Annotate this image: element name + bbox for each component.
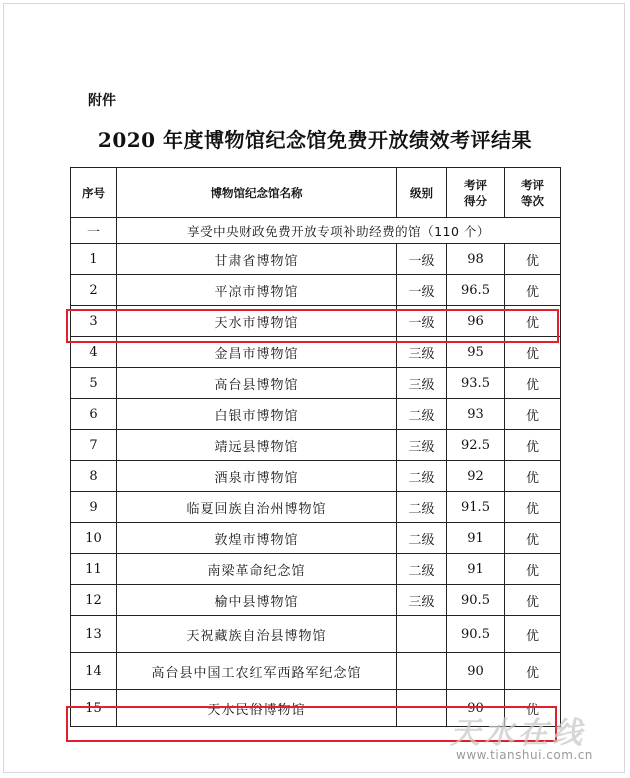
watermark-url: www.tianshui.com.cn [456,748,593,762]
row-name: 酒泉市博物馆 [117,461,397,492]
row-grade: 优 [505,399,561,430]
table-row [71,653,561,690]
row-name: 临夏回族自治州博物馆 [117,492,397,523]
row-name: 天水民俗博物馆 [117,690,397,727]
row-grade: 优 [505,244,561,275]
row-level: 一级 [397,306,447,337]
row-seq: 15 [71,690,117,727]
table-row [71,399,561,430]
row-score: 96 [447,306,505,337]
header-name: 博物馆纪念馆名称 [117,168,397,218]
row-grade: 优 [505,275,561,306]
table-row [71,275,561,306]
row-seq: 11 [71,554,117,585]
row-level: 二级 [397,461,447,492]
row-score: 90.5 [447,616,505,653]
header-level: 级别 [397,168,447,218]
row-level: 三级 [397,430,447,461]
row-name: 敦煌市博物馆 [117,523,397,554]
table-row [71,461,561,492]
row-level: 二级 [397,492,447,523]
row-score: 91 [447,523,505,554]
table-row [71,554,561,585]
row-seq: 4 [71,337,117,368]
row-seq: 1 [71,244,117,275]
table-row [71,244,561,275]
row-score: 93.5 [447,368,505,399]
row-score: 93 [447,399,505,430]
row-level: 一级 [397,275,447,306]
row-seq: 10 [71,523,117,554]
row-name: 靖远县博物馆 [117,430,397,461]
row-seq: 2 [71,275,117,306]
row-level [397,616,447,653]
row-score: 91.5 [447,492,505,523]
row-grade: 优 [505,523,561,554]
row-name: 平凉市博物馆 [117,275,397,306]
attachment-label: 附件 [88,93,116,109]
row-seq: 13 [71,616,117,653]
row-grade: 优 [505,585,561,616]
row-seq: 3 [71,306,117,337]
row-level: 三级 [397,368,447,399]
table-row [71,430,561,461]
table-row [71,616,561,653]
results-table [70,167,561,727]
row-seq: 9 [71,492,117,523]
row-name: 榆中县博物馆 [117,585,397,616]
table-row [71,337,561,368]
document-title: 2020 年度博物馆纪念馆免费开放绩效考评结果 [97,128,533,152]
row-seq: 7 [71,430,117,461]
row-grade: 优 [505,306,561,337]
row-level: 二级 [397,554,447,585]
row-seq: 5 [71,368,117,399]
row-level: 三级 [397,337,447,368]
table-row [71,492,561,523]
row-score: 90 [447,690,505,727]
header-score-label: 考评得分 [464,177,487,208]
row-score: 92 [447,461,505,492]
row-name: 南梁革命纪念馆 [117,554,397,585]
row-seq: 14 [71,653,117,690]
row-grade: 优 [505,690,561,727]
header-score [447,168,505,218]
row-grade: 优 [505,430,561,461]
row-score: 92.5 [447,430,505,461]
row-name: 甘肃省博物馆 [117,244,397,275]
row-name: 白银市博物馆 [117,399,397,430]
header-grade-label: 考评等次 [521,177,544,208]
row-grade: 优 [505,616,561,653]
row-score: 90 [447,653,505,690]
row-name: 高台县中国工农红军西路军纪念馆 [117,653,397,690]
row-level: 二级 [397,523,447,554]
row-score: 96.5 [447,275,505,306]
header-seq: 序号 [71,168,117,218]
row-name: 天水市博物馆 [117,306,397,337]
row-score: 98 [447,244,505,275]
row-grade: 优 [505,554,561,585]
table-row [71,585,561,616]
section-label: 享受中央财政免费开放专项补助经费的馆（110 个） [117,218,561,244]
row-level [397,690,447,727]
table-header-row [71,168,561,218]
row-level: 一级 [397,244,447,275]
row-level: 二级 [397,399,447,430]
row-seq: 8 [71,461,117,492]
watermark-logo: 天水在线 [450,716,586,751]
row-grade: 优 [505,653,561,690]
row-name: 高台县博物馆 [117,368,397,399]
row-seq: 6 [71,399,117,430]
header-grade [505,168,561,218]
row-score: 90.5 [447,585,505,616]
table-row [71,523,561,554]
row-grade: 优 [505,368,561,399]
row-seq: 12 [71,585,117,616]
section-number: 一 [71,218,117,244]
table-row [71,306,561,337]
row-grade: 优 [505,337,561,368]
row-level: 三级 [397,585,447,616]
row-score: 95 [447,337,505,368]
row-name: 金昌市博物馆 [117,337,397,368]
row-level [397,653,447,690]
row-grade: 优 [505,461,561,492]
row-grade: 优 [505,492,561,523]
row-score: 91 [447,554,505,585]
row-name: 天祝藏族自治县博物馆 [117,616,397,653]
table-row [71,368,561,399]
section-row [71,218,561,244]
